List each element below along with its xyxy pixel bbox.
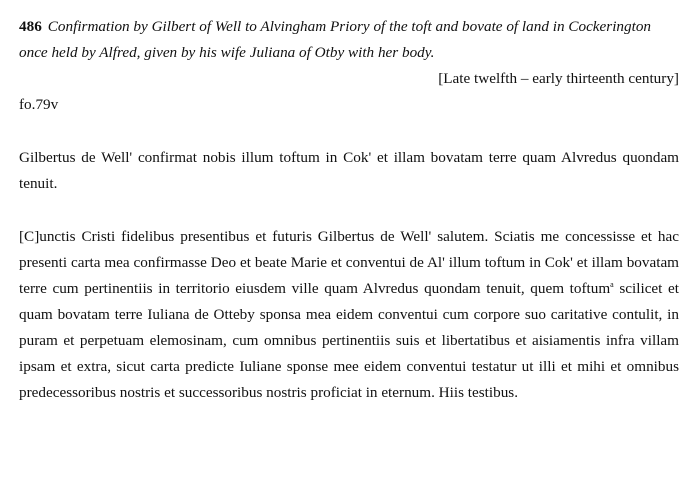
entry-date: [Late twelfth – early thirteenth century] xyxy=(438,70,679,87)
entry-number: 486 xyxy=(19,18,42,35)
entry-heading-text: Confirmation by Gilbert of Well to Alvingham Priory of the toft and bovate of land in Cockerington once held by Alfred, given by his wife Juliana of Otby with her body. xyxy=(19,18,652,61)
charter-text-part-2: scilicet et quam bovatam terre Iuliana de Otteby sponsa mea eidem conventui cum corpore suo caritative contulit, in puram et perpetuam elemosinam, cum omnibus pertinentiis suis et libertatibus et aisiamentis infra villam ipsam et extra, sicut carta predicte Iuliane sponse mee eidem conventui testatur ut illi et mihi et omnibus predecessoribus nostris et successoribus nostris proficiat in eternum. Hiis testibus. xyxy=(19,280,679,401)
entry-heading xyxy=(19,14,679,66)
charter-text-part-1: [C]unctis Cristi fidelibus presentibus et futuris Gilbertus de Well' salutem. Sciatis me concessisse et hac presenti carta mea confirmasse Deo et beate Marie et conventui de Al' illum toftum in Cok' et illam bovatam terre cum pertinentiis in territorio eiusdem ville quam Alvredus quondam tenuit, quem toftum xyxy=(19,228,679,297)
charter-text xyxy=(19,224,679,406)
latin-summary: Gilbertus de Well' confirmat nobis illum toftum in Cok' et illam bovatam terre quam Alvredus quondam tenuit. xyxy=(19,149,679,192)
folio-reference: fo.79v xyxy=(19,96,59,113)
footnote-marker: a xyxy=(610,279,614,289)
